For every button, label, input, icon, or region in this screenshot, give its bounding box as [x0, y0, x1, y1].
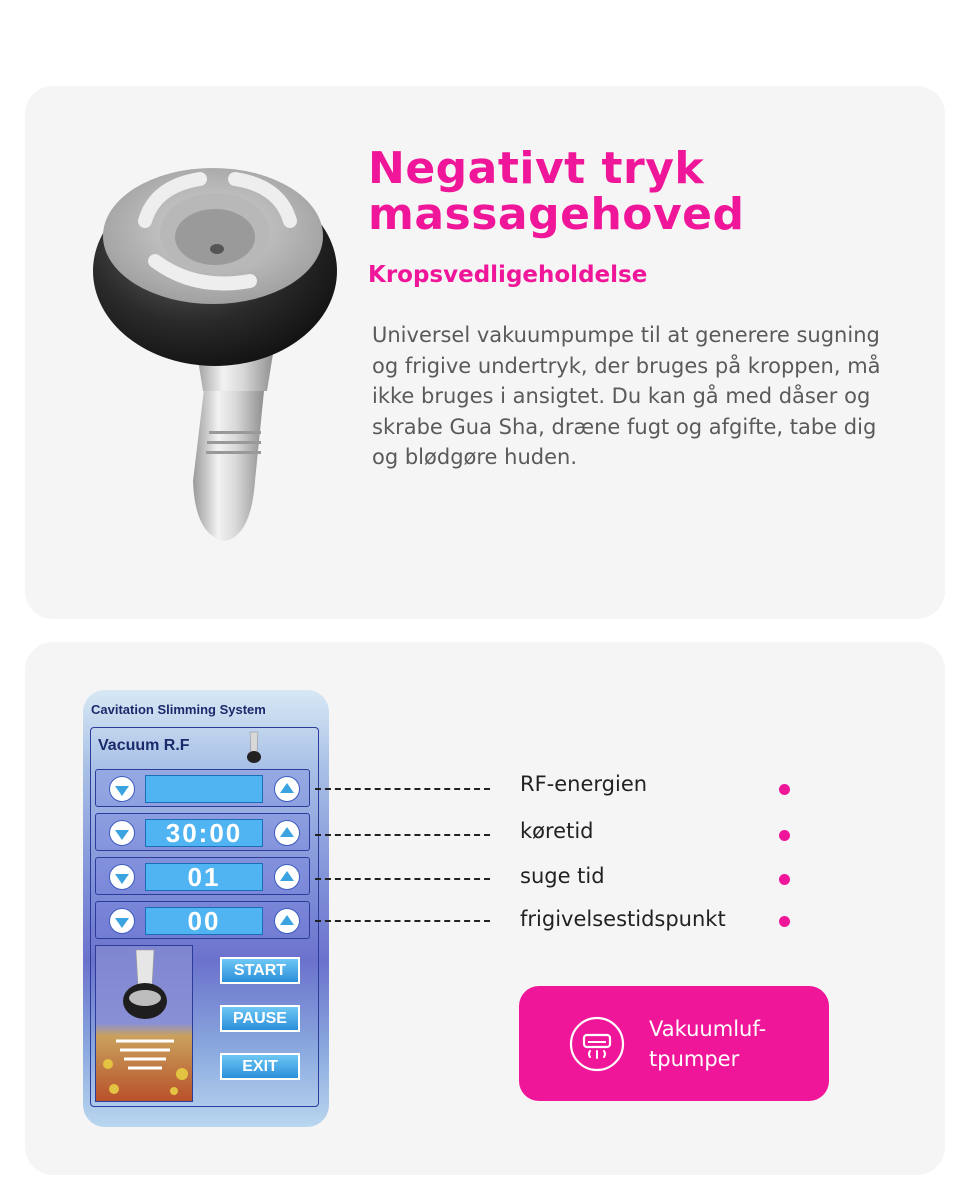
suction-time-display: 01 [145, 863, 263, 891]
callout-dot [779, 916, 790, 927]
label-rf-energy: RF-energien [520, 772, 648, 796]
setting-row-run-time [95, 813, 310, 851]
control-panel-screen [83, 690, 329, 1127]
decrease-button[interactable] [109, 908, 135, 934]
increase-button[interactable] [274, 864, 300, 890]
increase-button[interactable] [274, 908, 300, 934]
decrease-button[interactable] [109, 820, 135, 846]
product-description: Universel vakuumpumpe til at generere sugning og frigive undertryk, der bruges på kroppen, må ikke bruges i ansigtet. Du kan gå med dåser og skrabe Gua Sha, dræne fugt og afgifte, tabe dig og blødgøre huden. [372, 323, 881, 469]
feature-badge [519, 986, 829, 1101]
label-release-time: frigivelsestidspunkt [520, 907, 726, 931]
rf-energy-display [145, 775, 263, 803]
feature-label: Vakuumluf-tpumper [649, 1017, 767, 1071]
air-pump-icon [569, 1016, 625, 1072]
callout-line [315, 920, 490, 922]
release-time-display: 00 [145, 907, 263, 935]
callout-line [315, 834, 490, 836]
increase-button[interactable] [274, 776, 300, 802]
panel-title: Cavitation Slimming System [91, 702, 266, 717]
page-title: Negativt tryk massagehoved [368, 143, 745, 240]
decrease-button[interactable] [109, 864, 135, 890]
start-button[interactable]: START [220, 957, 300, 984]
callout-line [315, 878, 490, 880]
label-suction-time: suge tid [520, 864, 605, 888]
callout-dot [779, 784, 790, 795]
setting-row-suction-time [95, 857, 310, 895]
setting-row-release-time [95, 901, 310, 939]
treatment-illustration [95, 945, 193, 1102]
page-subtitle: Kropsvedligeholdelse [368, 262, 648, 288]
run-time-display: 30:00 [145, 819, 263, 847]
exit-button[interactable]: EXIT [220, 1053, 300, 1080]
callout-dot [779, 874, 790, 885]
setting-row-rf-energy [95, 769, 310, 807]
increase-button[interactable] [274, 820, 300, 846]
callout-dot [779, 830, 790, 841]
panel-mode-label: Vacuum R.F [98, 737, 190, 754]
mini-head-icon [246, 730, 262, 766]
control-panel-card [25, 642, 945, 1175]
decrease-button[interactable] [109, 776, 135, 802]
product-card [25, 86, 945, 619]
pause-button[interactable]: PAUSE [220, 1005, 300, 1032]
label-run-time: køretid [520, 819, 594, 843]
massage-head-image [85, 141, 345, 561]
callout-line [315, 788, 490, 790]
